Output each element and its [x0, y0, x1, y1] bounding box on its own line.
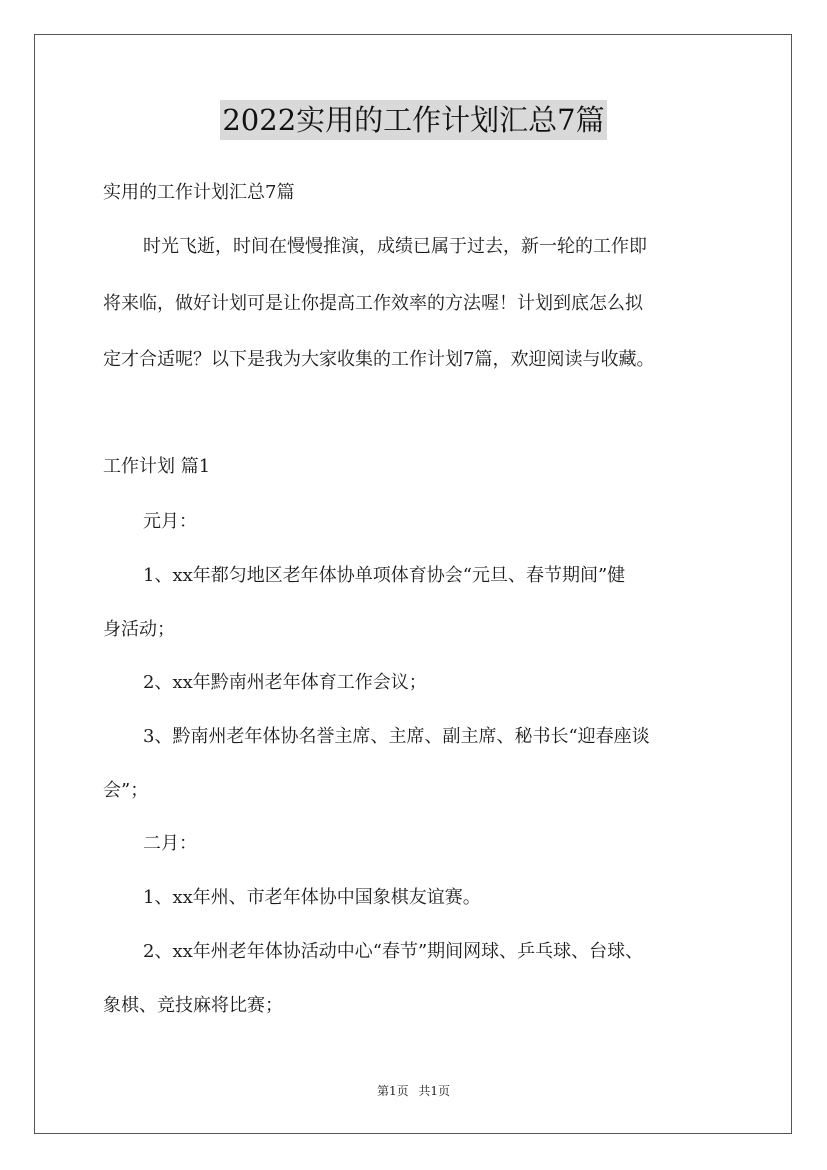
january-item-1: 1、xx年都匀地区老年体协单项体育协会“元旦、春节期间”健 [143, 565, 626, 586]
january-label: 元月： [143, 511, 197, 532]
january-item-3: 3、黔南州老年体协名誉主席、主席、副主席、秘书长“迎春座谈 [143, 726, 650, 747]
january-item-3-cont: 会”； [103, 780, 149, 801]
document-subtitle: 实用的工作计划汇总7篇 [103, 182, 295, 203]
title-container [0, 100, 827, 140]
document-title: 2022实用的工作计划汇总7篇 [220, 100, 606, 140]
section-heading: 工作计划 篇1 [103, 456, 211, 477]
page-number-current: 第1页 [376, 1084, 409, 1098]
february-item-2: 2、xx年州老年体协活动中心“春节”期间网球、乒乓球、台球、 [143, 941, 644, 962]
intro-line-3: 定才合适呢？以下是我为大家收集的工作计划7篇，欢迎阅读与收藏。 [103, 349, 655, 370]
february-item-1: 1、xx年州、市老年体协中国象棋友谊赛。 [143, 887, 481, 908]
january-item-2: 2、xx年黔南州老年体育工作会议； [143, 672, 427, 693]
intro-line-1: 时光飞逝，时间在慢慢推演，成绩已属于过去，新一轮的工作即 [143, 236, 647, 257]
page-footer [0, 1083, 827, 1099]
february-label: 二月： [143, 833, 197, 854]
january-item-1-cont: 身活动； [103, 619, 175, 640]
page-number-total: 共1页 [418, 1084, 451, 1098]
intro-line-2: 将来临，做好计划可是让你提高工作效率的方法喔！计划到底怎么拟 [103, 293, 643, 314]
february-item-2-cont: 象棋、竞技麻将比赛； [103, 995, 283, 1016]
